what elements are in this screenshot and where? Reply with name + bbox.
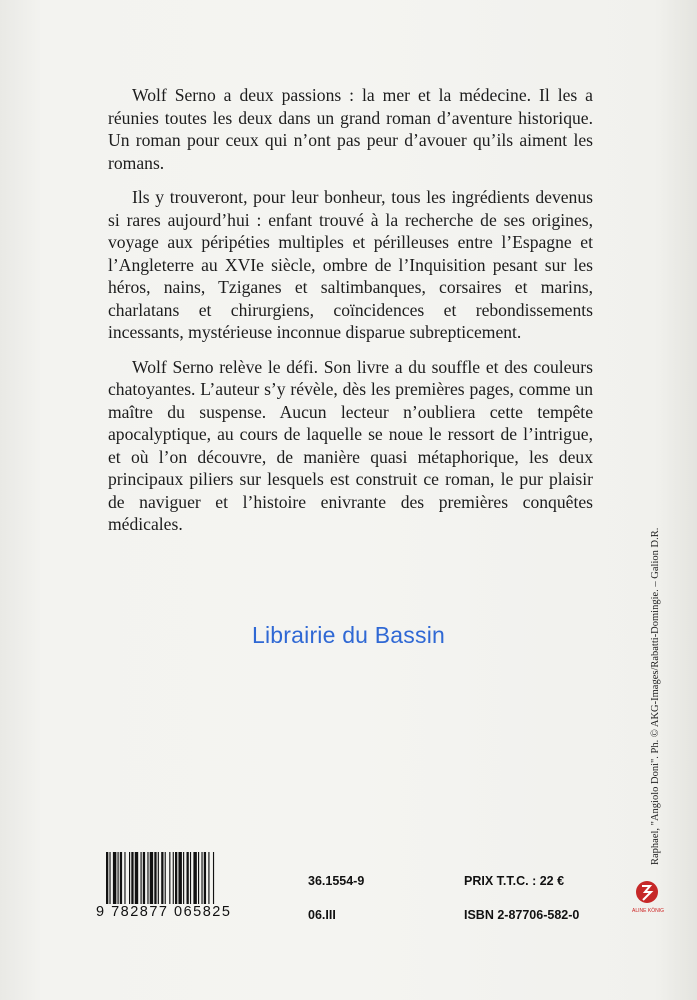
barcode-number: 9 782877 065825 <box>96 904 232 920</box>
price-label: PRIX T.T.C. : 22 € <box>464 874 565 888</box>
publisher-name: ALINE KÖNIG <box>632 908 664 914</box>
blurb-paragraph-3: Wolf Serno relève le défi. Son livre a du souffle et des couleurs chatoyantes. L’auteur s’y révèle, dès les premières pages, comme un maître du suspense. Aucun lecteur n’oubliera cette tempête apocalyptique, au cours de laquelle se noue le ressort de l’intrigue, et où l’on découvre, de manière quasi métaphorique, les deux principaux piliers sur lesquels est construit ce roman, le pur plaisir de naviguer et l’histoire enivrante des premières conquêtes médicales. <box>108 356 593 534</box>
isbn-label: ISBN 2-87706-582-0 <box>464 908 580 922</box>
price-block <box>464 864 579 932</box>
blurb-paragraph-1: Wolf Serno a deux passions : la mer et la médecine. Il les a réunies toutes les deux dans un grand roman d’aventure historique. Un roman pour ceux qui n’ont pas peur d’avouer qu’ils aiment les romans. <box>108 85 593 173</box>
image-credit: Raphael, "Angiolo Doni". Ph. © AKG-Images/Rabatti-Domingie. – Galion D.R. <box>650 527 661 865</box>
barcode <box>96 852 248 920</box>
edition-code: 06.III <box>308 908 336 922</box>
blurb-paragraph-2: Ils y trouveront, pour leur bonheur, tous les ingrédients devenus si rares aujourd’hui : enfant trouvé à la recherche de ses origines, voyage aux péripéties multiples et périlleuses entre l’Espagne et l’Angleterre au XVIe siècle, ombre de l’Inquisition pesant sur les héros, nains, Tziganes et saltimbanques, corsaires et marins, charlatans et chirurgiens, coïncidences et rebondissements incessants, mystérieuse inconnue disparue subrepticement. <box>108 187 593 342</box>
barcode-bars <box>96 852 248 904</box>
reference-code: 36.1554-9 <box>308 874 365 888</box>
reference-codes <box>308 864 364 932</box>
bookstore-watermark: Librairie du Bassin <box>251 622 445 648</box>
publisher-logo-icon <box>630 878 664 926</box>
back-cover-blurb <box>108 84 593 548</box>
